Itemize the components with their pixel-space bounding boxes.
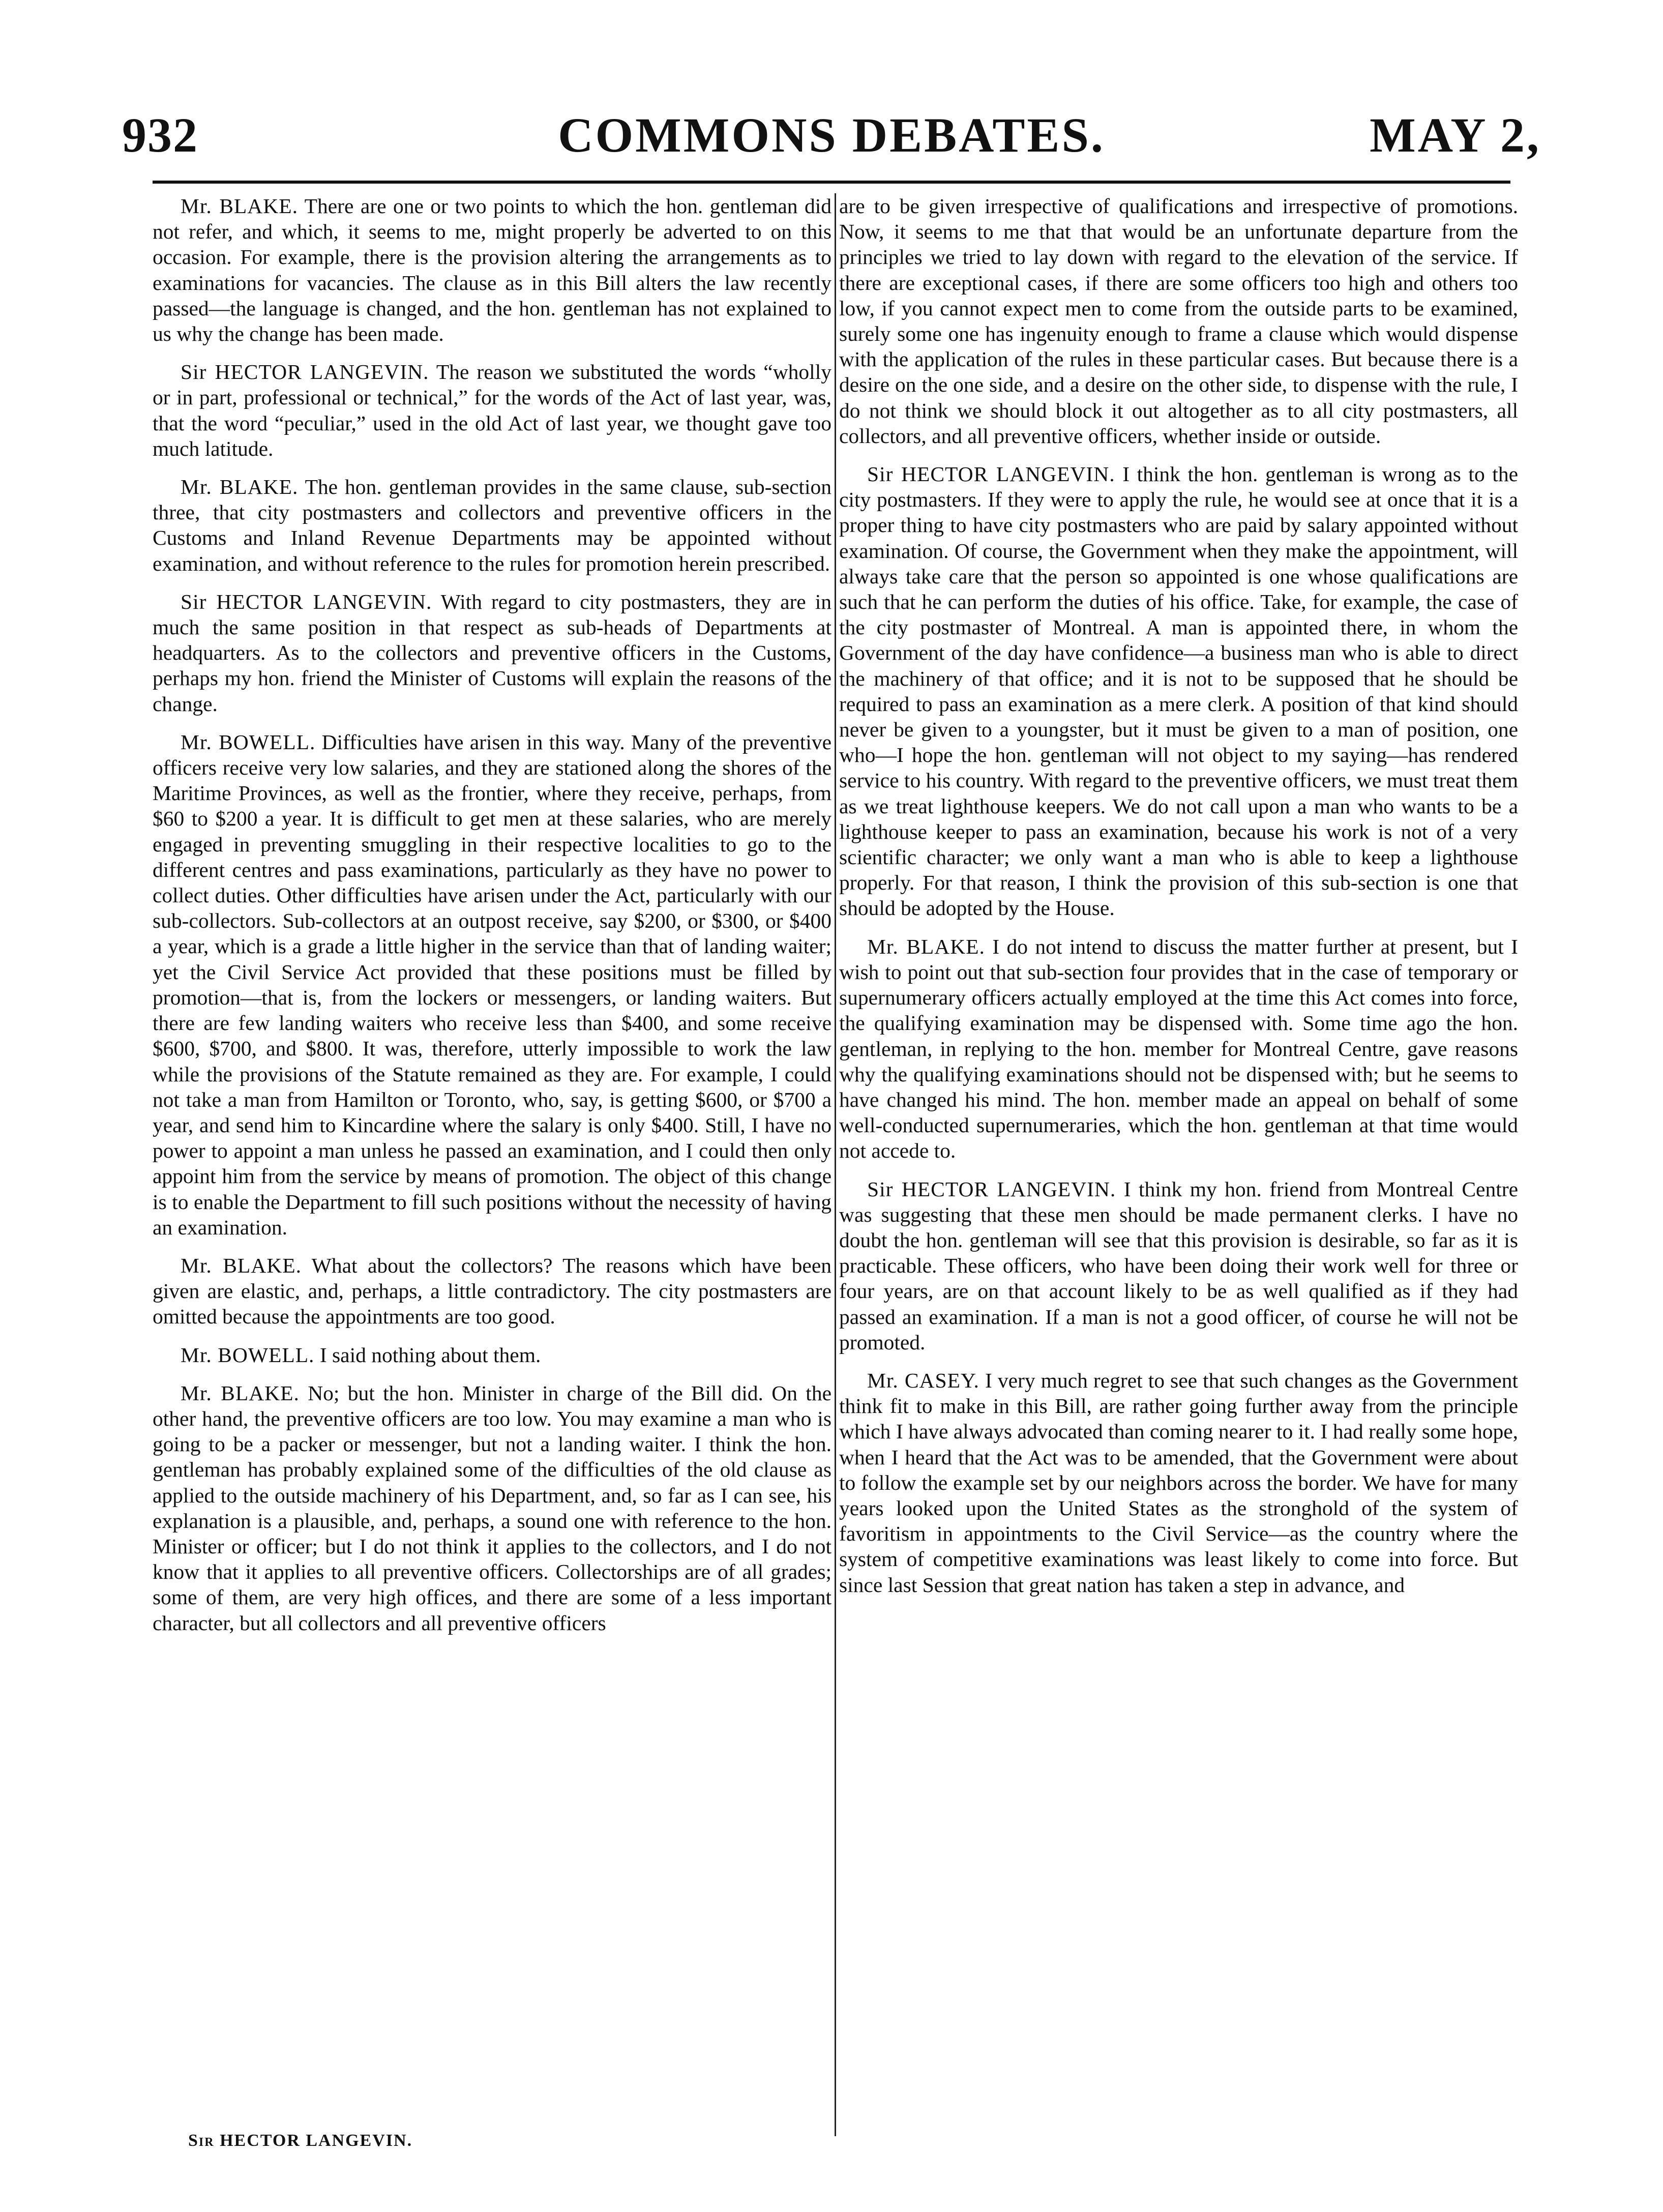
speech-text: There are one or two points to which the hon. gentleman did not refer, and which, it seems to me, might properly be adverted to on this occasion. For example, there is the provision altering the arrangements as to examinations for vacancies. The clause as in this Bill alters the law recently passed—the language is changed, and the hon. gentleman has not explained to us why the change has been made. xyxy=(153,194,831,346)
speech-text: I said nothing about them. xyxy=(319,1343,541,1367)
speech-paragraph xyxy=(153,1380,831,1636)
speech-text: I think the hon. gentleman is wrong as to the city postmasters. If they were to apply the rule, he would see at once that it is a proper thing to have city postmasters who are paid by salary appointed without examination. Of course, the Government when they make the appointment, will always take care that the person so appointed is one whose qualifications are such that he can perform the duties of his office. Take, for example, the case of the city postmaster of Montreal. A man is appointed there, in whom the Government of the day have confidence—a business man who is able to direct the machinery of that office; and it is not to be supposed that he should be required to pass an examination as a mere clerk. A position of that kind should never be given to a youngster, but it must be given to a man of position, one who—I hope the hon. gentleman will not object to my saying—has rendered service to his country. With regard to the preventive officers, we must treat them as we treat lighthouse keepers. We do not call upon a man who wants to be a lighthouse keeper to pass an examination, because his work is not of a very scientific character; we only want a man who is able to keep a lighthouse properly. For that reason, I think the provision of this sub-section is one that should be adopted by the House. xyxy=(839,462,1518,920)
speech-text: I think my hon. friend from Montreal Centre was suggesting that these men should be made permanent clerks. I have no doubt the hon. gentleman will see that this provision is desirable, so far as it is practicable. These officers, who have been doing their work well for three or four years, are on that account likely to be as well qualified as if they had passed an examination. If a man is not a good officer, of course he will not be promoted. xyxy=(839,1177,1518,1354)
speaker-name: Sir HECTOR LANGEVIN. xyxy=(181,589,432,613)
speech-paragraph xyxy=(839,1368,1518,1598)
speech-text: What about the collectors? The reasons which have been given are elastic, and, perhaps, a little contradictory. The city postmasters are omitted because the appointments are too good. xyxy=(153,1253,831,1329)
speaker-name: Mr. BLAKE. xyxy=(181,475,299,499)
speaker-name: Mr. BOWELL. xyxy=(181,730,316,754)
speaker-name: Sir HECTOR LANGEVIN. xyxy=(867,462,1115,486)
speech-paragraph-continued xyxy=(839,193,1518,449)
speech-paragraph xyxy=(153,589,831,717)
debate-columns xyxy=(153,193,1518,2136)
speech-text: I do not intend to discuss the matter further at present, but I wish to point out that sub-section four provides that in the case of temporary or supernumerary officers actually employed at the time this Act comes into force, the qualifying examination may be dispensed with. Some time ago the hon. gentleman, in replying to the hon. member for Montreal Centre, gave reasons why the qualifying examinations should not be dispensed with; but he seems to have changed his mind. The hon. member made an appeal on behalf of some well-conducted supernumeraries, which the hon. gentleman at that time would not accede to. xyxy=(839,934,1518,1163)
speaker-name: Mr. CASEY. xyxy=(867,1368,979,1392)
speech-paragraph xyxy=(153,1253,831,1330)
speech-paragraph xyxy=(839,1176,1518,1355)
speaker-name: Sir HECTOR LANGEVIN. xyxy=(181,360,429,384)
speaker-name: Mr. BOWELL. xyxy=(181,1343,315,1367)
speech-text: I very much regret to see that such changes as the Government think fit to make in this Bill, are rather going further away from the principle which I have always advocated than coming nearer to it. I had really some hope, when I heard that the Act was to be amended, that the Government were about to follow the example set by our neighbors across the border. We have for many years looked upon the United States as the stronghold of the system of favoritism in appointments to the Civil Service—as the country where the system of competitive examinations was least likely to come into force. But since last Session that great nation has taken a step in advance, and xyxy=(839,1368,1518,1597)
column-divider xyxy=(835,193,836,2136)
speech-paragraph xyxy=(153,729,831,1240)
speech-text: are to be given irrespective of qualifications and irrespective of promotions. Now, it seems to me that that would be an unfortunate departure from the principles we tried to lay down with regard to the elevation of the service. If there are exceptional cases, if there are some officers too high and others too low, if you cannot expect men to come from the outside parts to be examined, surely some one has ingenuity enough to frame a clause which would dispense with the application of the rules in these particular cases. But because there is a desire on the one side, and a desire on the other side, to dispense with the rule, I do not think we should block it out altogether as to all city postmasters, all collectors, and all preventive officers, whether inside or outside. xyxy=(839,194,1518,448)
speaker-name: Mr. BLAKE. xyxy=(181,194,298,218)
speech-paragraph xyxy=(153,359,831,461)
page-header xyxy=(122,107,1541,173)
left-column xyxy=(153,193,831,2136)
speech-text: With regard to city postmasters, they are in much the same position in that respect as sub-heads of Departments at headquarters. As to the collectors and preventive officers in the Customs, perhaps my hon. friend the Minister of Customs will explain the reasons of the change. xyxy=(153,589,831,716)
speaker-name: Mr. BLAKE. xyxy=(181,1253,302,1277)
speech-text: The hon. gentleman provides in the same clause, sub-section three, that city postmasters and collectors and preventive officers in the Customs and Inland Revenue Departments may be appointed without examination, and without reference to the rules for promotion herein prescribed. xyxy=(153,475,831,575)
speech-paragraph xyxy=(153,193,831,346)
page-date: MAY 2, xyxy=(1370,108,1541,162)
speech-paragraph xyxy=(153,1342,831,1368)
speech-paragraph xyxy=(153,474,831,576)
speech-text: No; but the hon. Minister in charge of the Bill did. On the other hand, the preventive officers are too low. You may examine a man who is going to be a packer or messenger, but not a landing waiter. I think the hon. gentleman has probably explained some of the difficulties of the old clause as applied to the outside machinery of his Department, and, so far as I can see, his explanation is a plausible, and, perhaps, a sound one with reference to the hon. Minister or officer; but I do not think it applies to the collectors, and I do not know that it applies to all preventive officers. Collectorships are of all grades; some of them, are very high offices, and there are some of a less important character, but all collectors and all preventive officers xyxy=(153,1381,831,1635)
speech-paragraph xyxy=(839,461,1518,921)
speaker-name: Mr. BLAKE. xyxy=(181,1381,300,1405)
speech-text: Difficulties have arisen in this way. Many of the preventive officers receive very low salaries, and they are stationed along the shores of the Maritime Provinces, as well as the frontier, where they receive, perhaps, from $60 to $200 a year. It is difficult to get men at these salaries, who are merely engaged in preventing smuggling in their respective localities to go to the different centres and pass examinations, particularly as they have no power to collect duties. Other difficulties have arisen under the Act, particularly with our sub-collectors. Sub-collectors at an outpost receive, say $200, or $300, or $400 a year, which is a grade a little higher in the service than that of landing waiter; yet the Civil Service Act provided that these positions must be filled by promotion—that is, from the lockers or messengers, or landing waiters. But there are few landing waiters who receive less than $400, and some receive $600, $700, and $800. It was, therefore, utterly impossible to work the law while the provisions of the Statute remained as they are. For example, I could not take a man from Hamilton or Toronto, who, say, is getting $600, or $700 a year, and send him to Kincardine where the salary is only $400. Still, I have no power to appoint a man unless he passed an examination, and I could then only appoint him from the service by means of promotion. The object of this change is to enable the Department to fill such positions without the necessity of having an examination. xyxy=(153,730,831,1239)
speech-paragraph xyxy=(839,934,1518,1164)
header-rule xyxy=(153,181,1510,184)
speech-text: The reason we substituted the words “wholly or in part, professional or technical,” for the words of the Act of last year, was, that the word “peculiar,” used in the old Act of last year, we thought gave too much latitude. xyxy=(153,360,831,460)
right-column xyxy=(839,193,1518,2136)
running-head-title: COMMONS DEBATES. xyxy=(558,108,1105,162)
page-number: 932 xyxy=(122,108,198,162)
footer-catchword: Sir HECTOR LANGEVIN. xyxy=(188,2131,413,2150)
speaker-name: Sir HECTOR LANGEVIN. xyxy=(867,1177,1116,1201)
speaker-name: Mr. BLAKE. xyxy=(867,934,985,958)
